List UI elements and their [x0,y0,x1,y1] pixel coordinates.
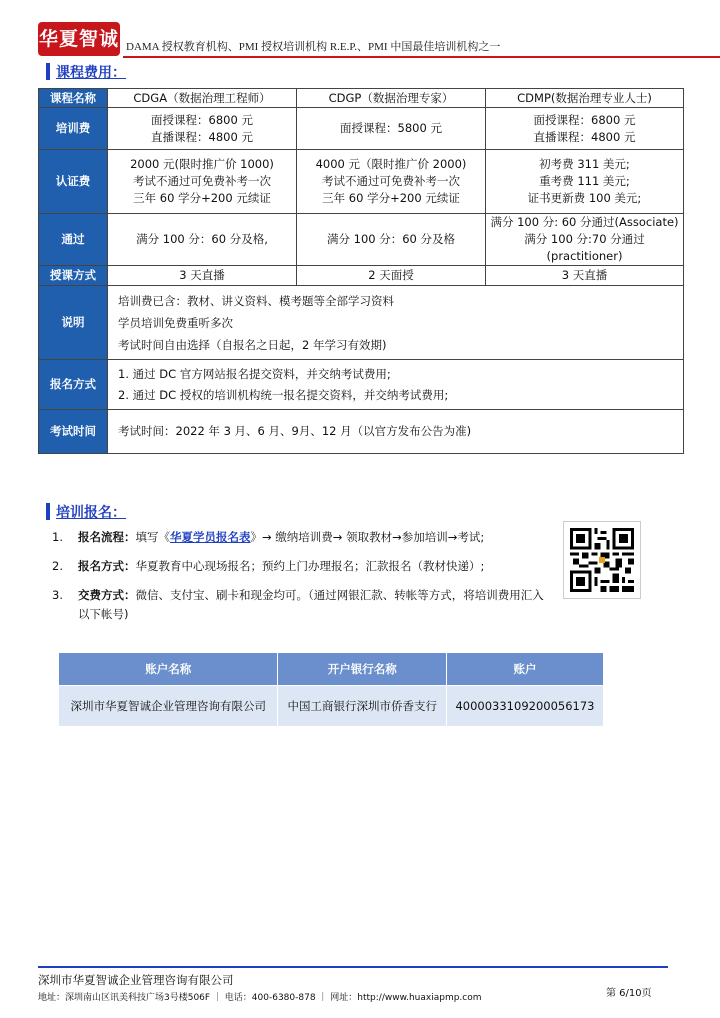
fee-line: 证书更新费 100 美元; [527,191,642,205]
training-fee-cdga [108,108,297,150]
fee-line: 直播课程：4800 元 [151,129,253,144]
qr-code-icon [563,521,641,599]
account-number-value: 4000033109200056173 [446,686,603,727]
list-number: 1. [52,530,63,544]
list-item [52,586,552,624]
header-tagline: DAMA 授权教育机构、PMI 授权培训机构 R.E.P.、PMI 中国最佳培训机构之一 [126,41,501,53]
account-number-header: 账户 [446,653,603,686]
training-fee-cdgp: 面授课程：5800 元 [297,108,486,150]
mode-cdgp: 2 天面授 [297,266,486,286]
signup-list [52,528,552,634]
list-label: 报名方式： [78,559,136,573]
pass-cdga: 满分 100 分：60 分及格, [108,214,297,266]
account-name-value: 深圳市华夏智诚企业管理咨询有限公司 [59,686,278,727]
fee-line: 直播课程：4800 元 [533,129,636,144]
company-logo: 华夏智诚 [38,22,120,56]
list-text: 》→ 缴纳培训费→ 领取教材→参加培训→考试; [250,530,485,544]
course-name-label: 课程名称 [39,89,108,108]
registration-content [108,360,684,410]
registration-line: 2. 通过 DC 授权的培训机构统一报名提交资料，并交纳考试费用; [118,387,449,402]
training-fee-cdmp [486,108,684,150]
fee-line: 2000 元(限时推广价 1000) [130,157,274,171]
mode-label: 授课方式 [39,266,108,286]
pass-label: 通过 [39,214,108,266]
account-table [58,652,604,727]
page-number: 第 6/10页 [606,988,652,999]
course-cdgp: CDGP（数据治理专家） [297,89,486,108]
account-name-header: 账户名称 [59,653,278,686]
fee-line: 4000 元（限时推广价 2000) [315,157,467,171]
cert-fee-cdga [108,150,297,214]
page-header [38,18,682,58]
table-row [39,150,684,214]
list-text: 微信、支付宝、刷卡和现金均可。（通过网银汇款、转帐等方式，将培训费用汇入以下帐号) [78,588,544,621]
table-row [39,360,684,410]
fee-line: 重考费 111 美元; [539,174,630,188]
registration-line: 1. 通过 DC 官方网站报名提交资料，并交纳考试费用; [118,366,391,381]
pass-line: 满分 100 分:70 分通过(practitioner) [524,232,645,263]
list-text: 填写《 [135,530,170,544]
course-cdga: CDGA（数据治理工程师） [108,89,297,108]
fee-table [38,88,684,454]
signup-form-link[interactable]: 华夏学员报名表 [170,530,251,544]
fee-line: 初考费 311 美元; [539,157,630,171]
table-row [59,686,604,727]
signup-section-title [46,502,126,522]
fees-title-text: 课程费用： [56,65,126,81]
list-label: 报名流程： [78,530,136,544]
bank-name-value: 中国工商银行深圳市侨香支行 [278,686,447,727]
section-marker [46,503,50,520]
section-marker [46,63,50,80]
exam-time-content: 考试时间：2022 年 3 月、6 月、9月、12 月（以官方发布公告为准) [108,410,684,454]
fee-line: 三年 60 学分+200 元续证 [133,191,271,205]
training-fee-label: 培训费 [39,108,108,150]
bank-name-header: 开户银行名称 [278,653,447,686]
fee-line: 三年 60 学分+200 元续证 [322,191,460,205]
fees-section-title [46,62,126,82]
cert-fee-label: 认证费 [39,150,108,214]
table-row [39,89,684,108]
footer-address: 地址：深圳南山区讯美科技广场3号楼506F ｜ 电话：400-6380-878 ｜ 网址：http://www.huaxiapmp.com [38,993,482,1003]
exam-time-label: 考试时间 [39,410,108,454]
footer-rule [38,966,668,968]
pass-cdmp [486,214,684,266]
table-header-row [59,653,604,686]
notes-content [108,286,684,360]
cert-fee-cdmp [486,150,684,214]
table-row [39,266,684,286]
table-row [39,214,684,266]
registration-label: 报名方式 [39,360,108,410]
fee-line: 面授课程：6800 元 [151,112,253,127]
list-text: 华夏教育中心现场报名；预约上门办理报名；汇款报名（教材快递）; [135,559,485,573]
fee-line: 考试不通过可免费补考一次 [133,174,271,188]
fee-line: 考试不通过可免费补考一次 [322,174,460,188]
header-rule [123,56,720,58]
qr-code-graphic [570,528,634,592]
cert-fee-cdgp [297,150,486,214]
note-line: 学员培训免费重听多次 [118,315,233,330]
list-item [52,528,552,547]
mode-cdga: 3 天直播 [108,266,297,286]
pass-cdgp: 满分 100 分：60 分及格 [297,214,486,266]
footer-company: 深圳市华夏智诚企业管理咨询有限公司 [38,973,234,987]
notes-label: 说明 [39,286,108,360]
note-line: 培训费已含：教材、讲义资料、模考题等全部学习资料 [118,293,394,308]
list-item [52,557,552,576]
note-line: 考试时间自由选择（自报名之日起，2 年学习有效期) [118,337,387,352]
list-number: 3. [52,588,63,602]
table-row [39,108,684,150]
signup-title-text: 培训报名： [56,505,126,521]
table-row [39,410,684,454]
list-label: 交费方式： [78,588,136,602]
pass-line: 满分 100 分: 60 分通过(Associate) [490,215,679,229]
list-number: 2. [52,559,63,573]
table-row [39,286,684,360]
mode-cdmp: 3 天直播 [486,266,684,286]
course-cdmp: CDMP(数据治理专业人士) [486,89,684,108]
fee-line: 面授课程：6800 元 [533,112,636,127]
